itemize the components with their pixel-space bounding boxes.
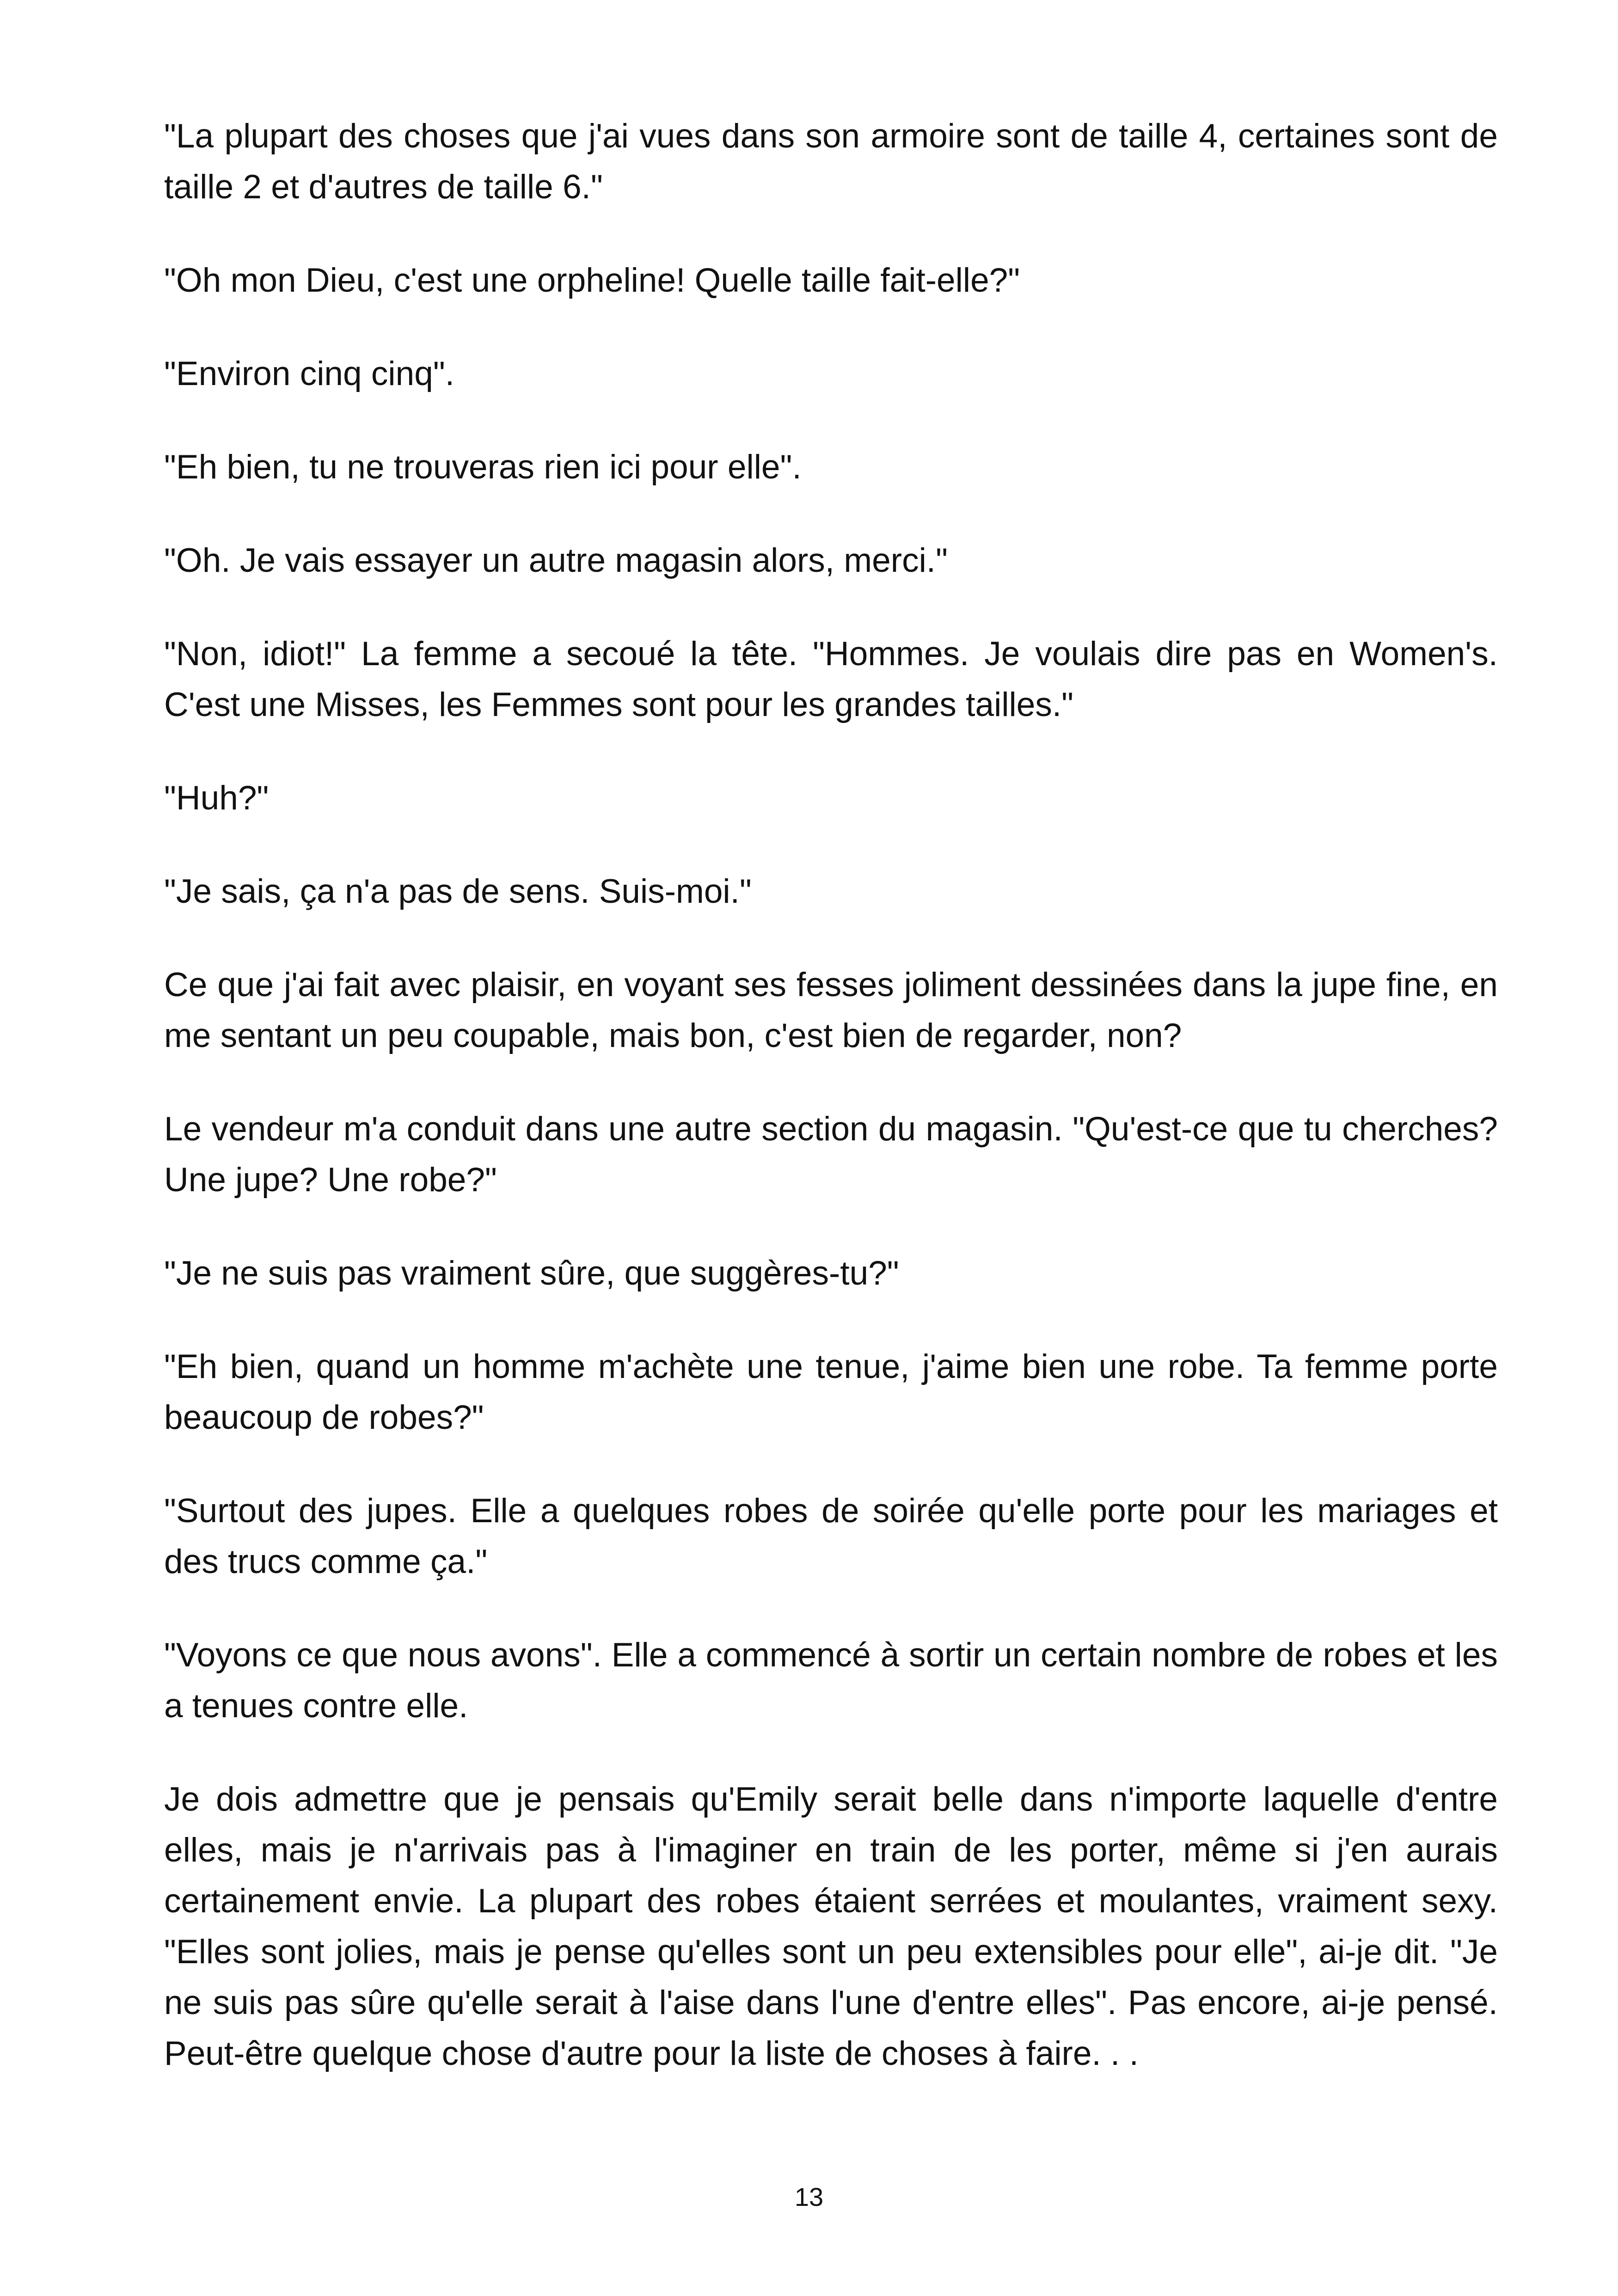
paragraph: "Je ne suis pas vraiment sûre, que suggères-tu?" bbox=[164, 1255, 899, 1292]
paragraph: "La plupart des choses que j'ai vues dans son armoire sont de taille 4, certaines sont de taille 2 et d'autres de taille 6." bbox=[164, 117, 1498, 206]
paragraph: "Oh. Je vais essayer un autre magasin alors, merci." bbox=[164, 542, 948, 579]
paragraph: "Je sais, ça n'a pas de sens. Suis-moi." bbox=[164, 873, 752, 910]
paragraph: "Voyons ce que nous avons". Elle a commencé à sortir un certain nombre de robes et les a tenues contre elle. bbox=[164, 1636, 1498, 1725]
paragraph: Le vendeur m'a conduit dans une autre section du magasin. "Qu'est-ce que tu cherches? Une jupe? Une robe?" bbox=[164, 1110, 1498, 1199]
page-number: 13 bbox=[794, 2182, 824, 2211]
paragraph: "Oh mon Dieu, c'est une orpheline! Quelle taille fait-elle?" bbox=[164, 262, 1020, 299]
paragraph: "Eh bien, quand un homme m'achète une tenue, j'aime bien une robe. Ta femme porte beaucoup de robes?" bbox=[164, 1348, 1498, 1436]
document-body bbox=[164, 111, 1498, 2122]
paragraph: "Surtout des jupes. Elle a quelques robes de soirée qu'elle porte pour les mariages et des trucs comme ça." bbox=[164, 1492, 1498, 1580]
paragraph: "Huh?" bbox=[164, 779, 269, 817]
paragraph: "Non, idiot!" La femme a secoué la tête. "Hommes. Je voulais dire pas en Women's. C'est une Misses, les Femmes sont pour les grandes tailles." bbox=[164, 635, 1498, 723]
paragraph: Ce que j'ai fait avec plaisir, en voyant ses fesses joliment dessinées dans la jupe fine, en me sentant un peu coupable, mais bon, c'est bien de regarder, non? bbox=[164, 966, 1498, 1054]
paragraph: Je dois admettre que je pensais qu'Emily serait belle dans n'importe laquelle d'entre elles, mais je n'arrivais pas à l'imaginer en train de les porter, même si j'en aurais certainement envie. La plupart des robes étaient serrées et moulantes, vraiment sexy. "Elles sont jolies, mais je pense qu'elles sont un peu extensibles pour elle", ai-je dit. "Je ne suis pas sûre qu'elle serait à l'aise dans l'une d'entre elles". Pas encore, ai-je pensé. Peut-être quelque chose d'autre pour la liste de choses à faire. . . bbox=[164, 1781, 1498, 2072]
paragraph: "Environ cinq cinq". bbox=[164, 355, 455, 392]
paragraph: "Eh bien, tu ne trouveras rien ici pour elle". bbox=[164, 448, 802, 486]
